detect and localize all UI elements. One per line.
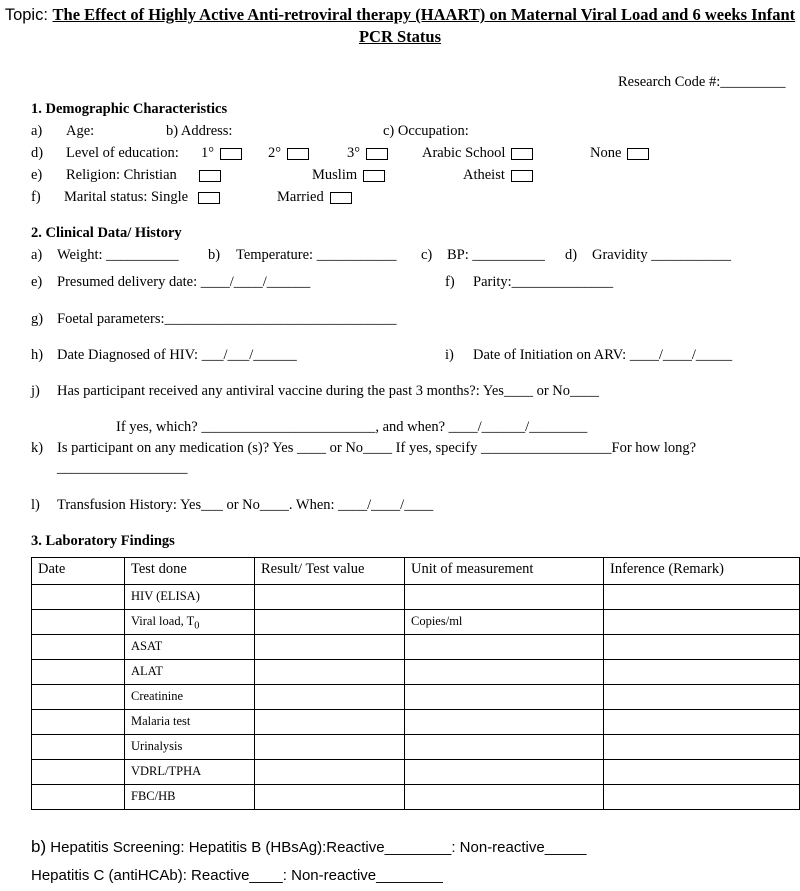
- column-header: Test done: [125, 558, 255, 585]
- inference-cell[interactable]: [604, 610, 800, 635]
- unit-cell[interactable]: [405, 585, 604, 610]
- religion-option-christian[interactable]: [66, 168, 221, 183]
- marital-option-single[interactable]: [64, 190, 220, 205]
- option-label: Married: [277, 189, 324, 205]
- option-label: None: [590, 145, 622, 161]
- test-name: Viral load, T: [131, 614, 195, 628]
- education-option-none[interactable]: [590, 146, 649, 161]
- checkbox[interactable]: [363, 170, 385, 182]
- gravidity-field[interactable]: Gravidity ___________: [592, 247, 731, 263]
- inference-cell[interactable]: [604, 785, 800, 810]
- hepatitis-b-label: Hepatitis Screening: Hepatitis B (HBsAg):Reactive________: Non-reactive_____: [46, 839, 587, 856]
- result-cell[interactable]: [255, 710, 405, 735]
- education-option-tertiary[interactable]: [347, 146, 388, 161]
- hepatitis-b-field[interactable]: [31, 838, 586, 855]
- item-letter: b): [208, 247, 221, 263]
- age-field[interactable]: Age:: [66, 123, 95, 139]
- medication-duration-line[interactable]: __________________: [57, 460, 188, 476]
- topic-label: Topic:: [4, 6, 53, 24]
- item-letter: f): [445, 274, 455, 290]
- item-letter: l): [31, 497, 40, 513]
- test-cell: Malaria test: [125, 710, 255, 735]
- test-cell: [125, 610, 255, 635]
- date-cell[interactable]: [32, 685, 125, 710]
- test-cell: Urinalysis: [125, 735, 255, 760]
- parity-field[interactable]: Parity:______________: [473, 274, 614, 290]
- option-label: 2°: [268, 145, 282, 161]
- test-cell: FBC/HB: [125, 785, 255, 810]
- inference-cell[interactable]: [604, 685, 800, 710]
- item-letter: b): [31, 837, 47, 856]
- table-header-row: [32, 558, 800, 585]
- inference-cell[interactable]: [604, 635, 800, 660]
- research-code-field[interactable]: Research Code #:_________: [618, 74, 786, 90]
- section-clinical-heading: 2. Clinical Data/ History: [31, 225, 182, 241]
- test-cell: VDRL/TPHA: [125, 760, 255, 785]
- unit-cell[interactable]: [405, 685, 604, 710]
- unit-cell[interactable]: Copies/ml: [405, 610, 604, 635]
- inference-cell[interactable]: [604, 585, 800, 610]
- result-cell[interactable]: [255, 635, 405, 660]
- item-letter: j): [31, 383, 40, 399]
- option-label: Muslim: [312, 167, 358, 183]
- item-letter: f): [31, 189, 41, 205]
- item-letter: a): [31, 123, 43, 139]
- education-option-secondary[interactable]: [268, 146, 309, 161]
- item-letter: k): [31, 440, 44, 456]
- result-cell[interactable]: [255, 610, 405, 635]
- delivery-date-field[interactable]: Presumed delivery date: ____/____/______: [57, 274, 311, 290]
- inference-cell[interactable]: [604, 660, 800, 685]
- religion-option-atheist[interactable]: [463, 168, 533, 183]
- unit-cell[interactable]: [405, 635, 604, 660]
- checkbox[interactable]: [511, 170, 533, 182]
- topic-title: The Effect of Highly Active Anti-retroviral therapy (HAART) on Maternal Viral Load and 6 weeks Infant PCR Status: [52, 5, 796, 46]
- bp-field[interactable]: BP: __________: [447, 247, 545, 263]
- religion-option-muslim[interactable]: [312, 168, 385, 183]
- checkbox[interactable]: [287, 148, 309, 160]
- checkbox[interactable]: [199, 170, 221, 182]
- option-label: 1°: [201, 145, 215, 161]
- checkbox[interactable]: [330, 192, 352, 204]
- table-row: [32, 760, 800, 785]
- date-cell[interactable]: [32, 610, 125, 635]
- date-cell[interactable]: [32, 760, 125, 785]
- transfusion-history-field[interactable]: Transfusion History: Yes___ or No____. When: ____/____/____: [57, 497, 434, 513]
- unit-cell[interactable]: [405, 735, 604, 760]
- unit-cell[interactable]: [405, 660, 604, 685]
- education-option-arabic[interactable]: [422, 146, 533, 161]
- item-letter: d): [31, 145, 44, 161]
- inference-cell[interactable]: [604, 760, 800, 785]
- item-letter: d): [565, 247, 578, 263]
- table-row: [32, 660, 800, 685]
- date-cell[interactable]: [32, 735, 125, 760]
- item-letter: c): [421, 247, 433, 263]
- test-cell: Creatinine: [125, 685, 255, 710]
- inference-cell[interactable]: [604, 735, 800, 760]
- test-cell: ASAT: [125, 635, 255, 660]
- checkbox[interactable]: [220, 148, 242, 160]
- medication-question-field[interactable]: Is participant on any medication (s)? Yes ____ or No____ If yes, specify __________________For how long?: [57, 440, 697, 456]
- table-row: [32, 585, 800, 610]
- unit-cell[interactable]: [405, 710, 604, 735]
- result-cell[interactable]: [255, 685, 405, 710]
- inference-cell[interactable]: [604, 710, 800, 735]
- column-header: Inference (Remark): [604, 558, 800, 585]
- checkbox[interactable]: [627, 148, 649, 160]
- table-row: [32, 735, 800, 760]
- vaccine-question-field[interactable]: Has participant received any antiviral vaccine during the past 3 months?: Yes____ or No____: [57, 383, 600, 399]
- column-header: Unit of measurement: [405, 558, 604, 585]
- item-letter: e): [31, 274, 43, 290]
- checkbox[interactable]: [198, 192, 220, 204]
- foetal-parameters-field[interactable]: Foetal parameters:________________________________: [57, 311, 397, 327]
- hiv-diagnosis-date-field[interactable]: Date Diagnosed of HIV: ___/___/______: [57, 347, 297, 363]
- arv-initiation-date-field[interactable]: Date of Initiation on ARV: ____/____/_____: [473, 347, 733, 363]
- test-cell: HIV (ELISA): [125, 585, 255, 610]
- page-title: [0, 4, 800, 47]
- section-laboratory-heading: 3. Laboratory Findings: [31, 533, 175, 549]
- unit-cell[interactable]: [405, 760, 604, 785]
- education-label: Level of education:: [66, 145, 179, 161]
- date-cell[interactable]: [32, 710, 125, 735]
- occupation-field[interactable]: c) Occupation:: [383, 123, 469, 139]
- table-row: [32, 785, 800, 810]
- option-label: 3°: [347, 145, 361, 161]
- date-cell[interactable]: [32, 635, 125, 660]
- hepatitis-c-field[interactable]: Hepatitis C (antiHCAb): Reactive____: Non-reactive________: [31, 867, 443, 884]
- option-label: Arabic School: [422, 145, 506, 161]
- result-cell[interactable]: [255, 785, 405, 810]
- item-letter: e): [31, 167, 43, 183]
- date-cell[interactable]: [32, 785, 125, 810]
- temperature-field[interactable]: Temperature: ___________: [236, 247, 397, 263]
- date-cell[interactable]: [32, 660, 125, 685]
- table-row: [32, 635, 800, 660]
- laboratory-table: [31, 557, 800, 810]
- item-letter: a): [31, 247, 43, 263]
- result-cell[interactable]: [255, 660, 405, 685]
- test-cell: ALAT: [125, 660, 255, 685]
- address-field[interactable]: b) Address:: [166, 123, 233, 139]
- checkbox[interactable]: [511, 148, 533, 160]
- vaccine-followup-field[interactable]: If yes, which? ________________________, and when? ____/______/________: [116, 419, 588, 435]
- weight-field[interactable]: Weight: __________: [57, 247, 179, 263]
- date-cell[interactable]: [32, 585, 125, 610]
- test-subscript: 0: [194, 620, 200, 632]
- unit-cell[interactable]: [405, 785, 604, 810]
- option-label: Marital status: Single: [64, 189, 189, 205]
- table-row: [32, 685, 800, 710]
- option-label: Atheist: [463, 167, 505, 183]
- option-label: Religion: Christian: [66, 167, 177, 183]
- marital-option-married[interactable]: [277, 190, 352, 205]
- column-header: Date: [32, 558, 125, 585]
- checkbox[interactable]: [366, 148, 388, 160]
- education-option-primary[interactable]: [201, 146, 242, 161]
- item-letter: h): [31, 347, 44, 363]
- table-row: [32, 610, 800, 635]
- table-row: [32, 710, 800, 735]
- item-letter: g): [31, 311, 44, 327]
- result-cell[interactable]: [255, 735, 405, 760]
- column-header: Result/ Test value: [255, 558, 405, 585]
- section-demographic-heading: 1. Demographic Characteristics: [31, 101, 228, 117]
- item-letter: i): [445, 347, 454, 363]
- result-cell[interactable]: [255, 760, 405, 785]
- result-cell[interactable]: [255, 585, 405, 610]
